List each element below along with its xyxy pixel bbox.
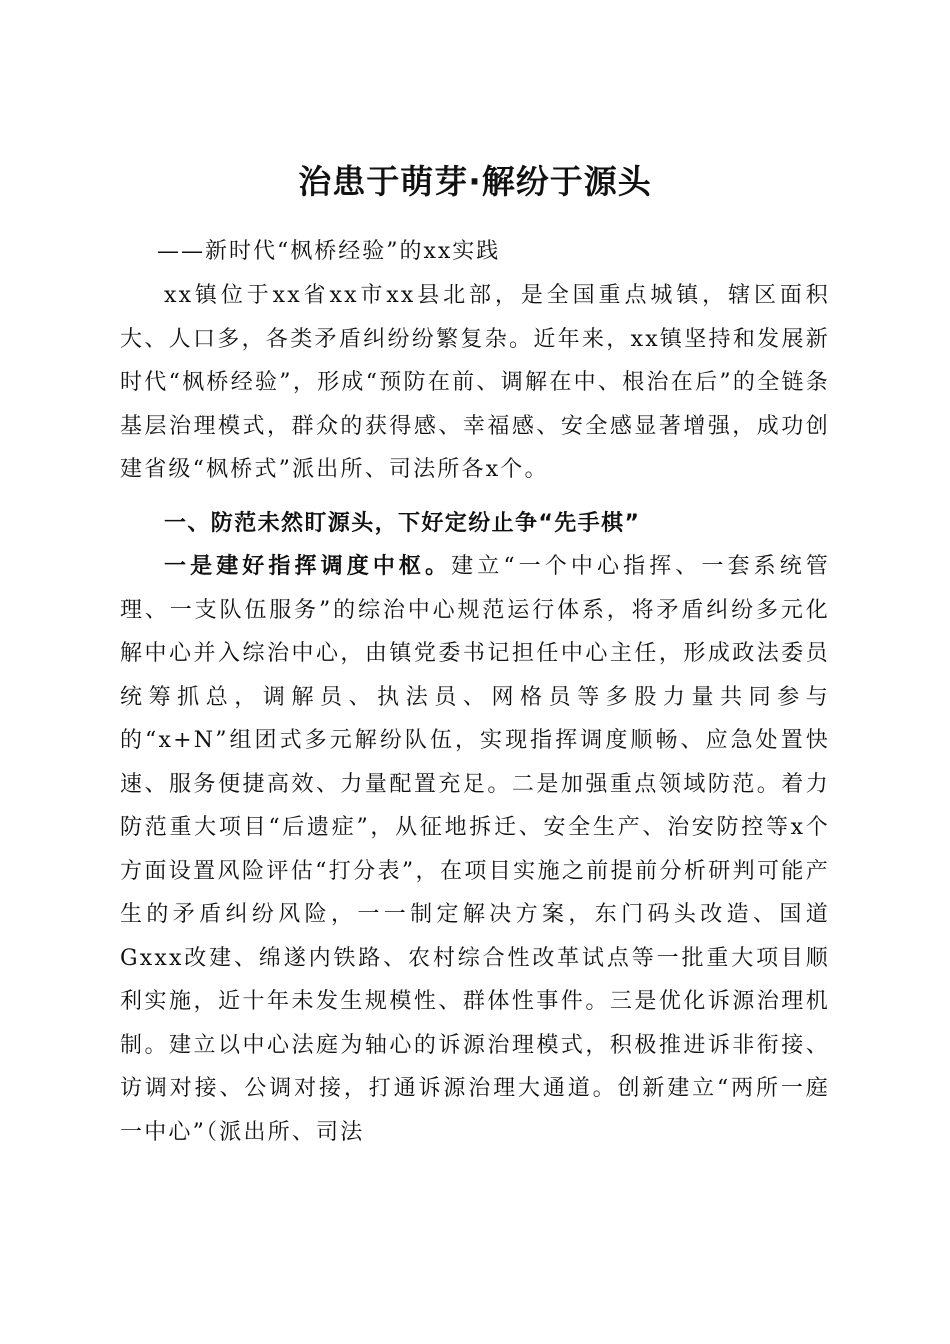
intro-paragraph: xx镇位于xx省xx市xx县北部，是全国重点城镇，辖区面积大、人口多，各类矛盾纠纷纷繁复杂。近年来，xx镇坚持和发展新时代“枫桥经验”，形成“预防在前、调解在中、根治在后”的全链条基层治理模式，群众的获得感、幸福感、安全感显著增强，成功创建省级“枫桥式”派出所、司法所各x个。 (120, 283, 830, 482)
section-paragraph (120, 545, 830, 1154)
paragraph-body: 建立“一个中心指挥、一套系统管理、一支队伍服务”的综治中心规范运行体系，将矛盾纠纷多元化解中心并入综治中心，由镇党委书记担任中心主任，形成政法委员统筹抓总，调解员、执法员、网格员等多股力量共同参与的“x+N”组团式多元解纷队伍，实现指挥调度顺畅、应急处置快速、服务便捷高效、力量配置充足。二是加强重点领域防范。着力防范重大项目“后遗症”，从征地拆迁、安全生产、治安防控等x个方面设置风险评估“打分表”，在项目实施之前提前分析研判可能产生的矛盾纠纷风险，一一制定解决方案，东门码头改造、国道Gxxx改建、绵遂内铁路、农村综合性改革试点等一批重大项目顺利实施，近十年未发生规模性、群体性事件。三是优化诉源治理机制。建立以中心法庭为轴心的诉源治理模式，积极推进诉非衔接、访调对接、公调对接，打通诉源治理大通道。创新建立“两所一庭一中心”（派出所、司法 (120, 554, 830, 1145)
paragraph-lead: 一是建好指挥调度中枢。 (164, 553, 452, 579)
document-title: 治患于萌芽·解纷于源头 (298, 162, 652, 202)
section-heading: 一、防范未然盯源头，下好定纷止争“先手棋” (164, 511, 641, 536)
document-subtitle: ——新时代“枫桥经验”的xx实践 (157, 239, 501, 264)
